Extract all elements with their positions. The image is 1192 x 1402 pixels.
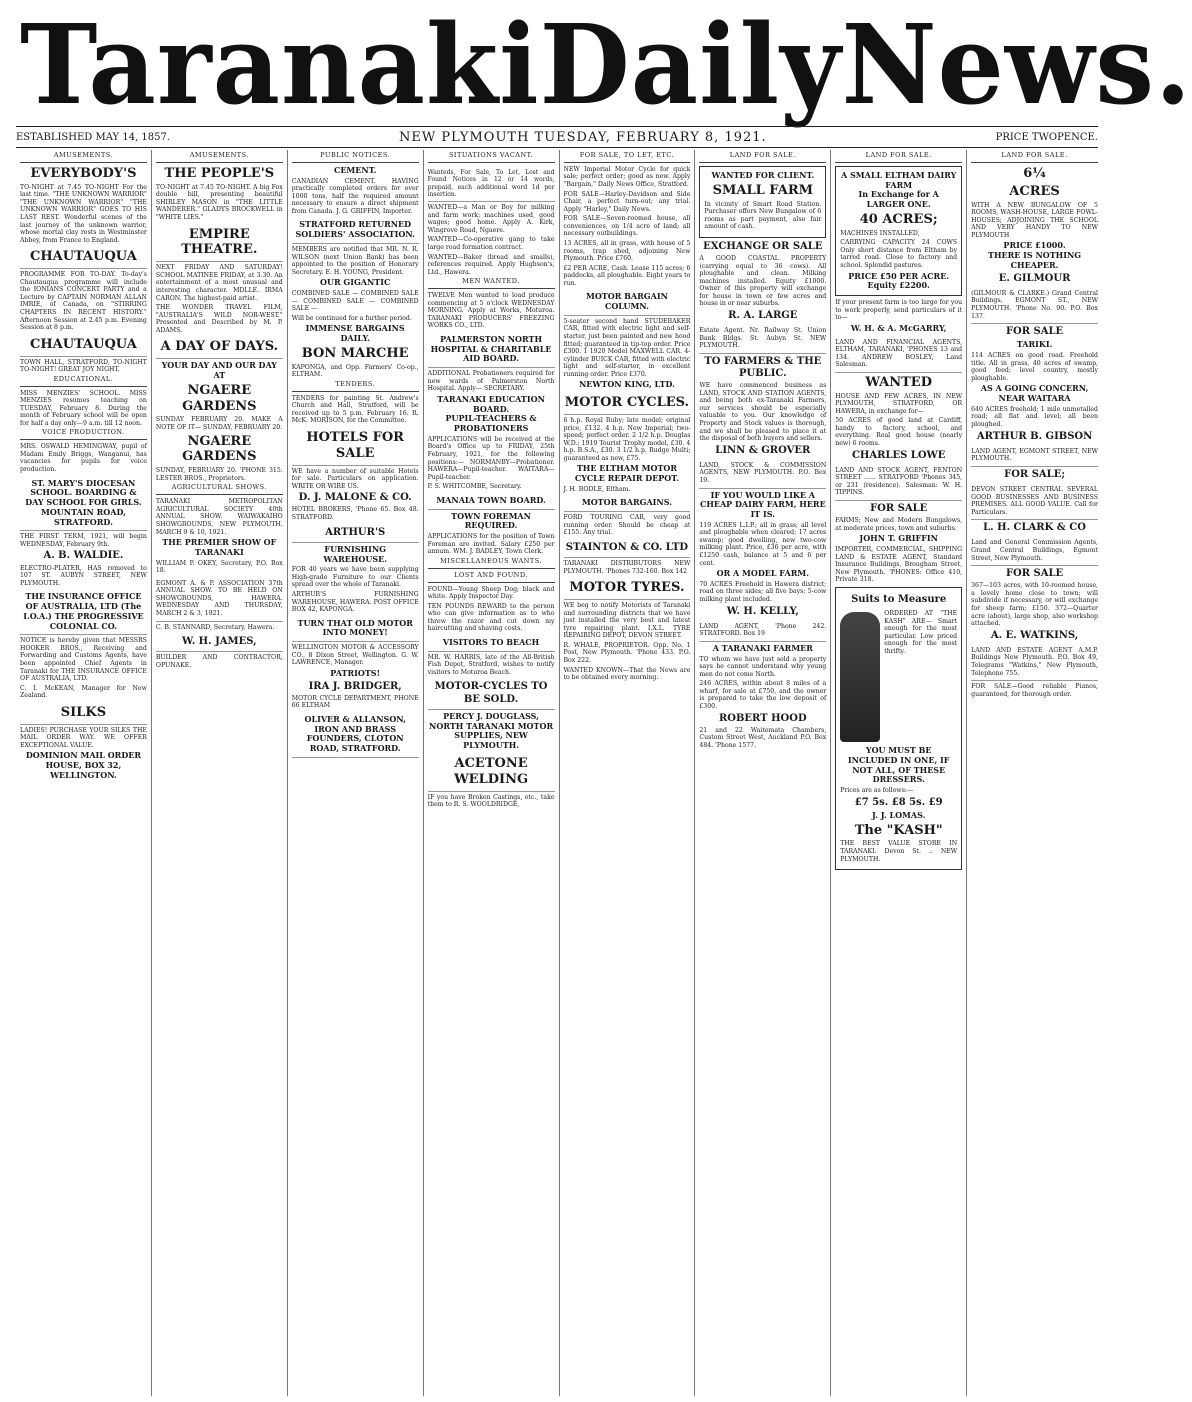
ad-body: WE have commenced business as LAND, STOCK AND STATION AGENTS, and being both ex-Taranaki Farmers, our services should be especially valuable to you. Our knowledge of Property and Stock values is thorough, and we shall be pleased to place it at the disposal of both buyers and sellers. <box>699 382 827 443</box>
ad-body: J. H. BODLE, Eltham. <box>563 485 631 493</box>
masthead-word-3: News. <box>841 0 1192 129</box>
ad-body: A GOOD COASTAL PROPERTY (carrying equal to 36 cows). All ploughable and clean. Milking machines installed. Equity £1000. Owner of this property will exchange for house in town or few acres and house in or near suburbs. <box>699 254 827 308</box>
ad-body: FORD TOURING CAR, very good running order. Should be cheap at £155. Any trial. <box>563 514 691 537</box>
ad-heading: ARTHUR B. GIBSON <box>976 430 1093 442</box>
ad-body: FOR SALE—Good reliable Pianos, guaranteed, for thorough order. <box>971 683 1098 698</box>
ad-body: FOUND—Young Sheep Dog; black and white. Apply Inspector Day. <box>427 585 555 601</box>
ad-body: NEW Imperial Motor Cycle for quick sale; perfect order; good as new. Apply "Bargain," Daily News Office, Stratford. <box>563 165 691 189</box>
ad-heading: BON MARCHE <box>301 345 409 361</box>
ad-body: 114 ACRES on good road. Freehold title. All in grass, 40 acres of swamp, good feed; level country, mostly ploughable. <box>971 352 1098 382</box>
ad-heading: NEWTON KING, LTD. <box>578 379 675 390</box>
ad-body: 21 and 22 Waitemata Chambers, Custom Street West, Auckland P.O. Box 484. 'Phone 1577. <box>699 726 827 749</box>
ad-body: P. S. WHITCOMBE, Secretary. <box>427 483 522 491</box>
ad-heading: In Exchange for A LARGER ONE. <box>858 189 939 210</box>
ad-heading: THE INSURANCE OFFICE OF AUSTRALIA, LTD (The I.O.A.) THE PROGRESSIVE COLONIAL CO. <box>20 589 147 635</box>
ad-heading: A. B. WALDIE. <box>43 550 124 562</box>
gentleman-illustration <box>840 612 880 742</box>
ad-heading: W. H. JAMES, <box>156 633 283 652</box>
ad-body: WANTED KNOWN—That the News are to be obtained every morning. <box>563 666 691 682</box>
ad-body: 367—103 acres, with 10-roomed house, a lovely home close to town; will subdivide if necessary, or will exchange for sheep farm; £150. 372—Quarter acre (about), large shop, also workshop attached. <box>971 582 1098 628</box>
ad-heading: LINN & GROVER <box>715 444 811 456</box>
ad-subheading: YOUR DAY AND OUR DAY AT <box>161 360 278 380</box>
ad-body: IMPORTER, COMMERCIAL, SHIPPING LAND & ESTATE AGENT, Standard Insurance Buildings, Brougham Street, New Plymouth. 'PHONES: Office 410, Private 318. <box>835 546 963 584</box>
ad-heading: EMPIRE THEATRE. <box>156 224 283 263</box>
ad-heading: TO FARMERS & THE PUBLIC. <box>704 355 822 379</box>
ad-body: WE beg to notify Motorists of Taranaki and surrounding districts that we have just installed the very best and latest tyre repairing plant. I.X.L. TYRE REPAIRING DEPOT, DEVON STREET. <box>563 602 691 640</box>
ad-body: DEVON STREET CENTRAL SEVERAL GOOD BUSINESSES AND BUSINESS PREMISES. ALL GOOD VALUE. Call for Particulars. <box>971 483 1098 520</box>
ad-body: TEN POUNDS REWARD to the person who can give information as to who threw the razor and cut down my haircutting and shaving costs. <box>427 602 555 633</box>
column-5 <box>560 150 696 1396</box>
ad-heading: D. J. MALONE & CO. <box>298 492 412 504</box>
column-head: LAND FOR SALE. <box>835 152 962 163</box>
ad-box <box>699 166 826 238</box>
ad-body: TARANAKI DISTRIBUTORS NEW PLYMOUTH. 'Phones 732-160. Box 142 <box>563 560 691 575</box>
ad-body: PROGRAMME FOR TO-DAY. To-day's Chautauqua programme will include the IONIANS CONCERT PARTY and a Lecture by CAPTAIN NORMAN ALLAN IMRIE, of Canada, on "STIRRING CHAPTERS IN RECENT HISTORY." Afternoon Session at 2.45 p.m. Evening Session at 8 p.m. <box>20 271 147 332</box>
ad-heading: PATRIOTS! <box>330 667 381 678</box>
ad-heading: THERE IS NOTHING CHEAPER. <box>988 250 1082 270</box>
ad-body: LADIES! PURCHASE YOUR SILKS THE MAIL ORDER WAY. WE OFFER EXCEPTIONAL VALUE. <box>20 726 147 749</box>
ad-body: C. B. STANNARD, Secretary, Hawera. <box>155 623 275 631</box>
ad-heading: OLIVER & ALLANSON, IRON AND BRASS FOUNDERS, CLOTON ROAD, STRATFORD. <box>292 712 419 758</box>
ad-body: SUNDAY, FEBRUARY 20. 'PHONE 315. LESTER BROS., Proprietors. <box>155 467 283 482</box>
ad-heading: PALMERSTON NORTH HOSPITAL & CHARITABLE AID BOARD. <box>428 332 555 368</box>
store-name: The "KASH" <box>854 822 943 838</box>
established-date: ESTABLISHED MAY 14, 1857. <box>16 131 171 143</box>
column-head: LAND FOR SALE. <box>699 152 826 163</box>
ad-body: TO-NIGHT at 7.45 TO-NIGHT For the last time. "THE UNKNOWN WARRIOR" "THE UNKNOWN WARRIOR" "THE UNKNOWN WARRIOR" GOES TO HIS LAST REST. Wonderful scenes of the last journey of the unknown warrior, whose mortal clay rests in Westminster Abbey, from France to England. <box>20 183 147 244</box>
ad-heading: A SMALL ELTHAM DAIRY FARM <box>841 169 957 190</box>
section-head: LOST AND FOUND. <box>428 572 555 583</box>
ad-heading: MOTOR-CYCLES TO BE SOLD. <box>428 678 555 709</box>
ad-body: R. WHALE, PROPRIETOR. Opp. No. 1 Post, New Plymouth. 'Phone 433. P.O. Box 222. <box>563 641 691 664</box>
column-2 <box>152 150 288 1396</box>
ad-body: WE have a number of suitable Hotels for sale. Particulars on application. WRITE OR WIRE US. <box>291 467 419 490</box>
ad-heading: OUR GIGANTIC <box>320 277 391 288</box>
ad-box <box>835 166 962 296</box>
ad-body: LAND AGENT, EGMONT STREET, NEW PLYMOUTH. <box>971 445 1098 467</box>
columns <box>16 150 1102 1396</box>
ad-body: TO whom we have just sold a property says he cannot understand why young men do not come North. <box>699 655 827 678</box>
ad-heading: CHAUTAUQUA <box>20 246 147 269</box>
ad-heading: FOR SALE <box>1005 568 1064 580</box>
ad-heading: WANTED <box>865 374 932 390</box>
ad-body: TO-NIGHT at 7.45 TO-NIGHT. A big Fox double bill, presenting beautiful SHIRLEY MASON in "THE LITTLE WANDERER." GLADYS BROCKWELL in "WHITE LIES." <box>155 183 283 222</box>
ad-body: 119 ACRES L.I.P.; all in grass; all level and ploughable when cleared; 17 acres swamp; good dwelling, new two-cow milking plant. Price, £36 per acre, with £1250 cash, balance at 5 and 6 per cent. <box>699 521 827 567</box>
ad-body: MACHINES INSTALLED, <box>840 229 920 237</box>
ad-heading: VISITORS TO BEACH <box>428 635 555 652</box>
ad-body: In vicinity of Smart Road Station. Purchaser offers New Bungalow of 6 rooms as part payment, also fair amount of cash. <box>704 200 822 231</box>
ad-body: If your present farm is too large for you to work properly, send particulars of it to— <box>835 299 963 322</box>
ad-heading: A TARANAKI FARMER <box>712 642 813 653</box>
ad-heading: SILKS <box>20 702 147 725</box>
ad-body: WITH A NEW BUNGALOW OF 5 ROOMS, WASH-HOUSE, LARGE FOWL-HOUSES; ADJOINING THE SCHOOL AND VERY HANDY TO NEW PLYMOUTH <box>971 201 1098 239</box>
ad-body: 246 ACRES, within about 8 miles of a wharf, for sale at £750, and the owner is prepared to take the low deposit of £300. <box>699 680 827 711</box>
ad-body: LAND, STOCK & COMMISSION AGENTS, NEW PLYMOUTH. P.O. Box 19. <box>699 459 826 489</box>
masthead <box>0 0 1192 129</box>
ad-body: ADDITIONAL Probationers required for new wards of Palmerston North Hospital. Apply— SECRETARY. <box>427 370 555 393</box>
ad-heading: A. E. WATKINS, <box>990 629 1079 641</box>
ad-heading: ROBERT HOOD <box>718 712 807 724</box>
ad-heading: E. GILMOUR <box>998 272 1071 284</box>
ad-body: ORDERED AT "THE KASH" ARE— Smart enough for the most particular. Low priced enough for the most thrifty. <box>884 610 958 655</box>
ad-body: TWELVE Men wanted to load produce commencing at 5 o'clock WEDNESDAY MORNING. Apply at Works, Moturoa. TARANAKI PRODUCERS' FREEZING WORKS CO., LTD. <box>427 292 555 330</box>
ad-body: 640 ACRES freehold; 1 mile unmetalled road; all flat and level; all been ploughed. <box>971 405 1098 428</box>
ad-heading: PRICE £50 PER ACRE. Equity £2200. <box>848 270 950 291</box>
ad-heading: STRATFORD RETURNED SOLDIERS' ASSOCIATION. <box>292 217 419 244</box>
ad-body: CANADIAN CEMENT. HAVING practically completed orders for over 1000 tons, half the required amount necessary to ensure a direct shipment from Canada. J. G. GRIFFIN, Importer. <box>291 177 419 215</box>
ad-heading: NGAERE GARDENS <box>182 433 257 465</box>
ad-body: FOR 40 years we have been supplying High-grade Furniture to our Clients spread over the whole of Taranaki. <box>291 566 419 589</box>
ad-heading: MOTOR BARGAIN COLUMN. <box>564 289 691 316</box>
ad-body: WANTED—Co-operative gang to take large road formation contract. <box>427 236 555 251</box>
ad-body: THE FIRST TERM, 1921, will begin WEDNESDAY, February 9th. <box>20 533 147 548</box>
ad-heading: PERCY J. DOUGLASS, NORTH TARANAKI MOTOR SUPPLIES, NEW PLYMOUTH. <box>429 710 554 751</box>
ad-body: 70 ACRES Freehold in Hawera district; road on three sides; all five bays; 5-cow milking plant included. <box>699 580 827 604</box>
ad-heading: IMMENSE BARGAINS DAILY. <box>305 323 405 343</box>
ad-heading: 40 ACRES; <box>859 211 938 227</box>
column-6 <box>695 150 831 1396</box>
ad-body: CARRYING CAPACITY 24 COWS Only short distance from Eltham by tarred road. Close to factory and school. Splendid pastures. <box>840 239 958 270</box>
masthead-word-2: Daily <box>539 0 842 129</box>
ad-heading: MOTOR BARGAINS. <box>564 495 691 512</box>
ad-heading: ACETONE WELDING <box>428 753 555 792</box>
ad-heading: PRICE £1000. <box>1003 240 1066 251</box>
ad-heading: FOR SALE <box>1005 326 1064 338</box>
ad-body: HOUSE AND FEW ACRES, IN NEW PLYMOUTH, STRATFORD, OR HAWERA, in exchange for— <box>835 392 963 415</box>
ad-body: HOTEL BROKERS, 'Phone 65. Box 48. STRATFORD. <box>291 506 419 522</box>
column-head: PUBLIC NOTICES. <box>292 152 419 163</box>
ad-heading: AS A GOING CONCERN, NEAR WAITARA <box>980 383 1089 404</box>
ad-body: £2 PER ACRE, Cash. Lease 115 acres; 6 paddocks, all ploughable. Eight years to run. <box>563 264 691 287</box>
ad-heading: TURN THAT OLD MOTOR INTO MONEY! <box>292 616 419 643</box>
ad-body: 50 ACRES of good land at Cardiff, handy to factory, school, and everything. Real good house (nearly new) 6 rooms. <box>835 417 963 448</box>
column-head: FOR SALE, TO LET, ETC. <box>564 152 691 163</box>
issue-date: NEW PLYMOUTH TUESDAY, FEBRUARY 8, 1921. <box>398 129 767 145</box>
ad-heading: MANAIA TOWN BOARD. <box>428 493 555 510</box>
ad-body: MRS. OSWALD HEMINGWAY, pupil of Madam Emily Briggs, Wanganui, has vacancies for pupils for voice production. <box>20 443 147 473</box>
ad-heading: ST. MARY'S DIOCESAN SCHOOL. BOARDING & DAY SCHOOL FOR GIRLS. MOUNTAIN ROAD, STRATFORD. <box>20 476 147 532</box>
ad-heading: TARANAKI EDUCATION BOARD. <box>437 393 545 414</box>
ad-heading: STAINTON & CO. LTD <box>564 539 691 558</box>
dateline <box>16 126 1098 148</box>
column-4 <box>424 150 560 1396</box>
ad-heading: CHARLES LOWE <box>851 449 946 461</box>
ad-heading: R. A. LARGE <box>728 309 798 321</box>
ad-heading: FOR SALE <box>870 503 928 515</box>
ad-heading: A DAY OF DAYS. <box>156 336 283 359</box>
ad-body: WELLINGTON MOTOR & ACCESSORY CO., 8 Dixon Street, Wellington. G. W. LAWRENCE, Manager. <box>291 644 419 667</box>
ad-heading: IRA J. BRIDGER, <box>308 680 402 692</box>
ad-body: Prices are as follows:— <box>840 787 914 795</box>
ad-body: THE WONDER TRAVEL FILM, "AUSTRALIA'S WILD NOR-WEST." Presented and Described by M. P. ADAMS. <box>155 304 283 334</box>
ad-heading: W. H. & A. McGARRY, <box>850 322 947 333</box>
ad-body: LAND AND ESTATE AGENT A.M.P. Buildings New Plymouth. P.O. Box 49, Telegrams "Watkins," New Plymouth, Telephone 755. <box>971 644 1098 681</box>
column-3 <box>288 150 424 1396</box>
ad-body: TENDERS for painting St. Andrew's Church and Hall, Stratford, will be received up to 5 p.m. February 16. R. McK. MORISON, for the Committee. <box>291 394 419 425</box>
ad-heading: IF YOU WOULD LIKE A CHEAP DAIRY FARM, HERE IT IS. <box>699 489 826 520</box>
ad-body: FARMS; New and Modern Bungalows, at moderate prices, town and suburbs. <box>835 517 963 532</box>
ad-heading: CHAUTAUQUA <box>20 334 147 357</box>
ad-heading: MOTOR CYCLES. <box>564 392 691 415</box>
ad-heading: THE ELTHAM MOTOR CYCLE REPAIR DEPOT. <box>574 463 679 484</box>
section-head: TENDERS. <box>292 381 419 392</box>
ad-body: TARANAKI METROPOLITAN AGRICULTURAL SOCIETY 40th ANNUAL SHOW. WAIWAKAIHO SHOWGROUNDS, NEW PLYMOUTH. MARCH 9 & 10, 1921. <box>155 498 283 536</box>
ad-body: BUILDER AND CONTRACTOR, OPUNAKE. <box>155 654 283 669</box>
ad-body: APPLICATIONS will be received at the Board's Office up to FRIDAY, 25th February, 1921, for the following positions:— NORMANBY—Probationer. HAWERA—Pupil-teacher. WAITARA—Pupil-teacher. <box>427 435 555 481</box>
kash-ad <box>835 587 962 870</box>
ad-heading: JOHN T. GRIFFIN <box>859 533 938 544</box>
ad-body: SUNDAY FEBRUARY 20. MAKE A NOTE OF IT— SUNDAY, FEBRUARY 20. <box>155 416 283 432</box>
ad-body: C. I. McKEAN, Manager for New Zealand. <box>20 684 147 700</box>
column-head: AMUSEMENTS. <box>156 152 283 163</box>
ad-heading: 6¼ <box>1023 165 1046 181</box>
ad-heading: W. H. KELLY, <box>726 605 799 617</box>
price: PRICE TWOPENCE. <box>995 131 1098 143</box>
section-head: MEN WANTED. <box>428 278 555 289</box>
rates-note: Wanteds, For Sale, To Let, Lost and Found Notices in 12 or 14 words, prepaid, each additional word 1d per insertion. <box>428 166 555 202</box>
ad-heading: DOMINION MAIL ORDER HOUSE, BOX 32, WELLINGTON. <box>25 750 141 780</box>
ad-body: LAND AND STOCK AGENT, FENTON STREET ...... STRATFORD 'Phones 345, or 231 (residence). Salesman: W. H. TIPPINS. <box>835 464 962 501</box>
ad-body: WILLIAM P. OKEY, Secretary, P.O. Box 18. <box>155 559 283 575</box>
ad-heading: YOU MUST BE INCLUDED IN ONE, IF NOT ALL, OF THESE DRESSERS. <box>847 745 950 785</box>
ad-body: MOTOR CYCLE DEPARTMENT, PHONE 66 ELTHAM <box>291 694 419 710</box>
ad-body: APPLICATIONS for the position of Town Foreman are invited. Salary £250 per annum. WM. J. BADLEY, Town Clerk. <box>427 533 555 556</box>
ad-heading: ACRES <box>1009 183 1060 199</box>
ad-body: Land and General Commission Agents, Grand Central Buildings, Egmont Street, New Plymouth. <box>971 536 1098 566</box>
ad-heading: SMALL FARM <box>712 182 814 198</box>
ad-heading: THE PEOPLE'S <box>164 165 275 181</box>
ad-body: COMBINED SALE — COMBINED SALE — COMBINED SALE — COMBINED SALE — <box>291 289 419 313</box>
ad-body: NOTICE is hereby given that MESSRS HOOKER BROS., Receiving and Forwarding and Customs Agents, have been appointed Chief Agents in Taranaki for THE INSURANCE OFFICE OF AUSTRALIA, LTD. <box>20 637 147 683</box>
ad-heading: CEMENT. <box>333 164 377 175</box>
ad-heading: EXCHANGE OR SALE <box>703 240 823 252</box>
ad-body: MEMBERS are notified that MR. N. R. WILSON (next Union Bank) has been appointed to the position of Honorary Secretary. E. H. YOUNG, President. <box>291 245 419 276</box>
price-list: £7 5s. £8 5s. £9 <box>854 796 943 808</box>
ad-body: LAND AGENT, 'Phone 242. STRATFORD. Box 19 <box>699 620 826 642</box>
ad-body: 13 ACRES, all in grass, with house of 5 rooms, trap shed, adjoining New Plymouth. Price £760. <box>563 239 691 263</box>
ad-body: TOWN HALL, STRATFORD, TO-NIGHT TO-NIGHT! GREAT JOY NIGHT. <box>20 358 147 374</box>
ad-heading: ARTHUR'S <box>292 524 419 543</box>
ad-body: 6 h.p. Royal Ruby; late model; original price, £132. 4 h.p. New Imperial; two-speed; perfect order. 2 1/2 h.p. Douglas W.D.; 1919 Tourist Trophy model, £30. 4 h.p. B.S.A., £30. 3 1/2 h.p. Rudge Multi; guaranteed as new, £75. <box>563 416 691 462</box>
ad-body: WANTED—a Man or Boy for milking and farm work; machines used, good wages; good home. Apply A. Kirk, Wingrove Road, Ngaere. <box>427 204 555 234</box>
ad-heading: Suits to Measure <box>851 593 947 605</box>
column-1 <box>16 150 152 1396</box>
ad-body: FOR SALE—Harley-Davidson and Side Chair, a perfect turn-out; any trial. Apply "Harley," Daily News. <box>563 190 691 213</box>
section-head: EDUCATIONAL. <box>20 376 147 387</box>
ad-body: Will be continued for a further period. <box>291 314 412 322</box>
ad-heading: FOR SALE; <box>1004 468 1066 480</box>
ad-heading: MOTOR TYRES. <box>564 577 691 600</box>
ad-body: ARTHUR'S FURNISHING WAREHOUSE, HAWERA. POST OFFICE BOX 42, KAPONGA. <box>291 590 419 614</box>
ad-body: (GILMOUR & CLARKE.) Grand Central Buildings, EGMONT ST., NEW PLYMOUTH. 'Phone No. 90. P.O. Box 137. <box>971 287 1098 324</box>
ad-heading: FURNISHING WAREHOUSE. <box>323 543 387 564</box>
ad-body: MISS MENZIES' SCHOOL. MISS MENZIES resumes teaching on TUESDAY, February 8. During the month of February school will be open for half a day only—9 a.m. till 12 noon. <box>20 389 147 427</box>
section-head: MISCELLANEOUS WANTS. <box>428 558 555 569</box>
ad-heading: TARIKI. <box>1016 339 1053 350</box>
ad-body: FOR SALE—Seven-roomed house, all conveniences, on 1/4 acre of land; all necessary outbuildings. <box>563 215 691 238</box>
column-head: AMUSEMENTS. <box>20 152 147 163</box>
ad-heading: WANTED FOR CLIENT. <box>711 169 815 180</box>
ad-heading: HOTELS FOR SALE <box>292 427 419 466</box>
ad-body: MR. W. HARRIS, late of the All-British Fish Depot, Stratford, wishes to notify visitors to Moturoa Beach. <box>427 653 555 676</box>
section-head: AGRICULTURAL SHOWS. <box>156 484 283 495</box>
ad-body: NEXT FRIDAY AND SATURDAY! SCHOOL MATINEE FRIDAY, at 3.30. An entertainment of a most unusual and interesting character. MDLLE. IRMA CARON. The highest-paid artist. <box>155 264 283 302</box>
ad-heading: J. J. LOMAS. <box>871 809 926 820</box>
ad-heading: L. H. CLARK & CO <box>983 522 1086 534</box>
masthead-word-1: Taranaki <box>20 0 540 129</box>
ad-heading: NGAERE GARDENS <box>182 382 257 414</box>
ad-body: ELECTRO-PLATER, HAS removed to 107 ST. AUBYN STREET, NEW PLYMOUTH. <box>20 564 147 587</box>
column-7 <box>831 150 967 1396</box>
ad-body: 5-seater second hand STUDEBAKER CAR, fitted with electric light and self-starter, just been painted and new hood fitted; guaranteed in tip-top order. Price £300. 1 1920 Model MAXWELL CAR. 4-cylinder BUICK CAR, fitted with electric light and self-starter, in excellent running order. Price £370. <box>563 317 691 378</box>
kash-ad-body <box>840 608 957 746</box>
ad-heading: TOWN FOREMAN REQUIRED. <box>451 510 531 531</box>
column-head: SITUATIONS VACANT. <box>428 152 555 163</box>
ad-body: LAND AND FINANCIAL AGENTS, ELTHAM, TARANAKI, 'PHONES 13 and 134. ANDREW BOSLEY, Land Salesman. <box>835 336 962 373</box>
column-head: LAND FOR SALE. <box>971 152 1098 163</box>
ad-heading: PUPIL-TEACHERS & PROBATIONERS <box>445 413 537 434</box>
section-head: VOICE PRODUCTION. <box>20 429 147 440</box>
ad-heading: OR A MODEL FARM. <box>716 568 809 579</box>
column-8 <box>967 150 1102 1396</box>
ad-heading: EVERYBODY'S <box>30 165 137 181</box>
ad-body: THE BEST VALUE STORE IN TARANAKI. Devon St. .. NEW PLYMOUTH. <box>840 840 958 863</box>
ad-body: WANTED—Baker (bread and smalls), references required. Apply Hughson's, Ltd., Hawera. <box>427 253 555 276</box>
ad-body: KAPONGA, and Opp. Farmers' Co-op., ELTHAM. <box>291 363 419 379</box>
ad-body: Estate Agent. Nr. Railway St. Union Bank Bldgs. St. Aubyn St. NEW PLYMOUTH. <box>699 324 826 354</box>
ad-body: IF you have Broken Castings, etc., take them to R. S. WOOLDRIDGE, <box>427 793 555 809</box>
ad-subheading: THE PREMIER SHOW OF TARANAKI <box>162 537 277 557</box>
ad-body: EGMONT A. & P. ASSOCIATION 37th ANNUAL SHOW. TO BE HELD ON SHOWGROUNDS, HAWERA. WEDNESDAY AND THURSDAY, MARCH 2 & 3, 1921. <box>156 577 283 622</box>
